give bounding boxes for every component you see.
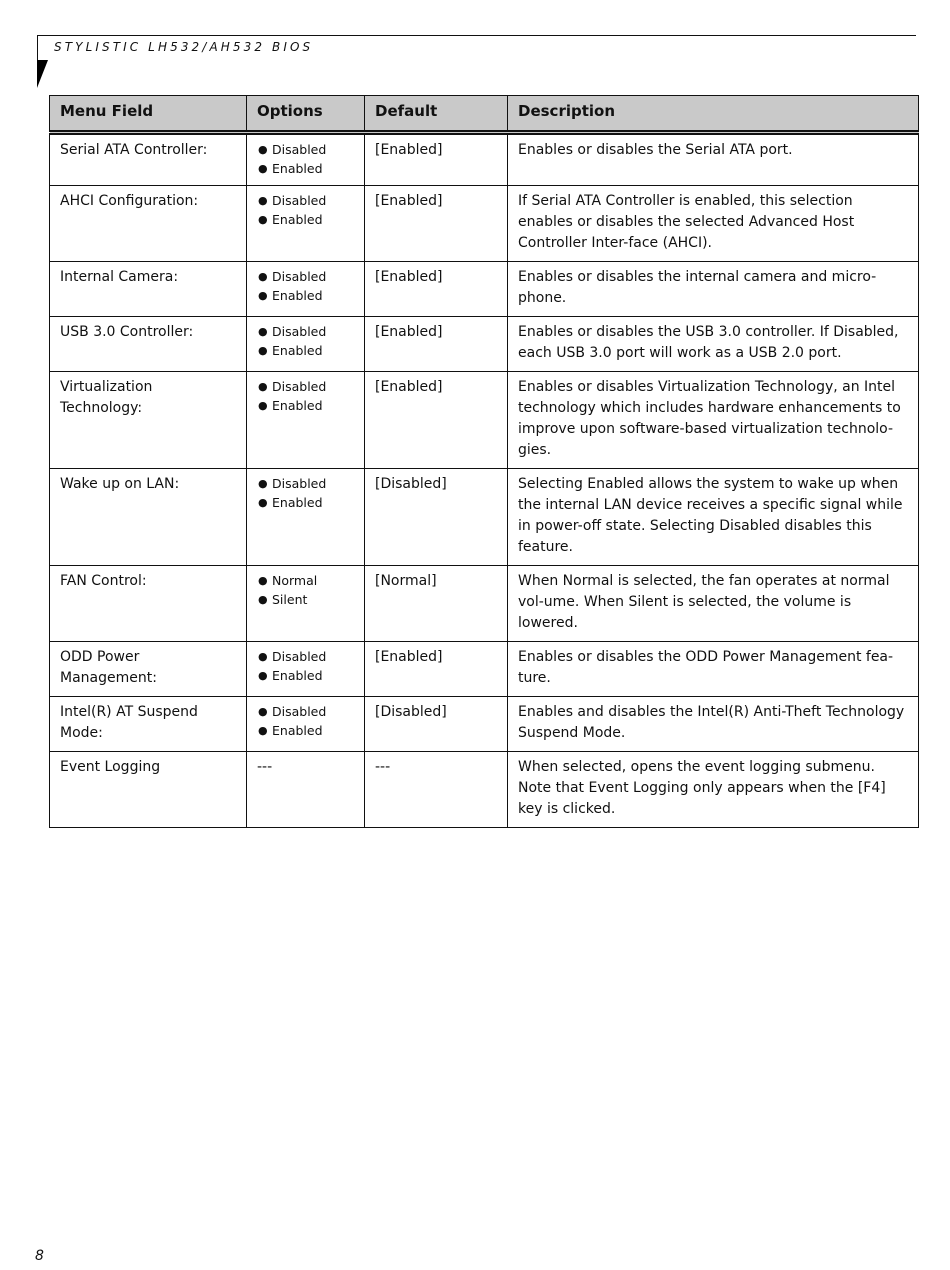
option-item	[257, 396, 354, 415]
table-row	[50, 566, 919, 642]
option-label: Disabled	[272, 379, 327, 394]
option-item	[257, 377, 354, 396]
menu-field-cell: Event Logging	[50, 752, 247, 828]
options-list	[257, 140, 354, 178]
default-cell: [Enabled]	[365, 133, 508, 186]
menu-field-cell: FAN Control:	[50, 566, 247, 642]
description-cell: Enables or disables the USB 3.0 controller. If Disabled, each USB 3.0 port will work as a USB 2.0 port.	[508, 317, 919, 372]
bullet-icon: ●	[258, 325, 268, 338]
options-cell	[247, 469, 365, 566]
option-item	[257, 267, 354, 286]
default-cell: [Enabled]	[365, 186, 508, 262]
menu-field-cell: AHCI Configuration:	[50, 186, 247, 262]
bullet-icon: ●	[258, 344, 268, 357]
option-label: Disabled	[272, 704, 327, 719]
bullet-icon: ●	[258, 650, 268, 663]
options-list	[257, 474, 354, 512]
option-item	[257, 666, 354, 685]
option-label: Disabled	[272, 324, 327, 339]
column-header-options: Options	[247, 96, 365, 133]
menu-field-cell: Wake up on LAN:	[50, 469, 247, 566]
column-header-default: Default	[365, 96, 508, 133]
option-item	[257, 210, 354, 229]
option-item	[257, 647, 354, 666]
header-corner-mark	[37, 60, 48, 88]
options-cell	[247, 642, 365, 697]
default-cell: [Enabled]	[365, 262, 508, 317]
table-row	[50, 317, 919, 372]
option-label: Normal	[272, 573, 318, 588]
bullet-icon: ●	[258, 593, 268, 606]
table-row	[50, 697, 919, 752]
options-cell	[247, 186, 365, 262]
menu-field-cell: USB 3.0 Controller:	[50, 317, 247, 372]
option-label: Enabled	[272, 212, 323, 227]
bullet-icon: ●	[258, 162, 268, 175]
table-row	[50, 262, 919, 317]
option-label: Disabled	[272, 649, 327, 664]
menu-field-cell: Virtualization Technology:	[50, 372, 247, 469]
option-label: Silent	[272, 592, 308, 607]
description-cell: Enables and disables the Intel(R) Anti-Theft Technology Suspend Mode.	[508, 697, 919, 752]
default-cell: [Enabled]	[365, 642, 508, 697]
bullet-icon: ●	[258, 380, 268, 393]
options-cell: ---	[247, 752, 365, 828]
option-item	[257, 159, 354, 178]
bullet-icon: ●	[258, 213, 268, 226]
bullet-icon: ●	[258, 496, 268, 509]
bullet-icon: ●	[258, 270, 268, 283]
default-cell: [Disabled]	[365, 469, 508, 566]
header-rule	[37, 35, 916, 36]
bullet-icon: ●	[258, 143, 268, 156]
description-cell: If Serial ATA Controller is enabled, this selection enables or disables the selected Advanced Host Controller Inter-face (AHCI).	[508, 186, 919, 262]
column-header-description: Description	[508, 96, 919, 133]
options-list	[257, 267, 354, 305]
header-left-rule	[37, 35, 38, 61]
table-header-row	[50, 96, 919, 133]
bullet-icon: ●	[258, 289, 268, 302]
description-cell: When selected, opens the event logging submenu. Note that Event Logging only appears when the [F4] key is clicked.	[508, 752, 919, 828]
bullet-icon: ●	[258, 399, 268, 412]
options-list	[257, 702, 354, 740]
options-cell	[247, 372, 365, 469]
option-item	[257, 341, 354, 360]
option-item	[257, 474, 354, 493]
menu-field-cell: Intel(R) AT Suspend Mode:	[50, 697, 247, 752]
description-cell: When Normal is selected, the fan operates at normal vol-ume. When Silent is selected, the volume is lowered.	[508, 566, 919, 642]
default-cell: [Disabled]	[365, 697, 508, 752]
default-cell: [Normal]	[365, 566, 508, 642]
option-item	[257, 702, 354, 721]
option-label: Enabled	[272, 398, 323, 413]
table-row	[50, 752, 919, 828]
option-label: Enabled	[272, 288, 323, 303]
description-cell: Enables or disables the ODD Power Management fea-ture.	[508, 642, 919, 697]
option-item	[257, 191, 354, 210]
bios-settings-table	[49, 95, 919, 828]
description-cell: Enables or disables Virtualization Technology, an Intel technology which includes hardware enhancements to improve upon software-based virtualization technolo-gies.	[508, 372, 919, 469]
options-list	[257, 571, 354, 609]
option-label: Enabled	[272, 668, 323, 683]
option-label: Disabled	[272, 476, 327, 491]
description-cell: Enables or disables the Serial ATA port.	[508, 133, 919, 186]
menu-field-cell: Serial ATA Controller:	[50, 133, 247, 186]
option-label: Enabled	[272, 495, 323, 510]
options-cell	[247, 262, 365, 317]
option-label: Disabled	[272, 269, 327, 284]
options-cell	[247, 566, 365, 642]
option-label: Enabled	[272, 343, 323, 358]
option-item	[257, 322, 354, 341]
column-header-menu-field: Menu Field	[50, 96, 247, 133]
bullet-icon: ●	[258, 705, 268, 718]
table-row	[50, 186, 919, 262]
menu-field-cell: Internal Camera:	[50, 262, 247, 317]
description-cell: Enables or disables the internal camera and micro-phone.	[508, 262, 919, 317]
page-number: 8	[35, 1248, 44, 1264]
default-cell: [Enabled]	[365, 317, 508, 372]
table-row	[50, 469, 919, 566]
default-cell: ---	[365, 752, 508, 828]
table-row	[50, 372, 919, 469]
running-header: STYLISTIC LH532/AH532 BIOS	[54, 40, 314, 54]
options-list	[257, 377, 354, 415]
options-list	[257, 191, 354, 229]
bullet-icon: ●	[258, 194, 268, 207]
bullet-icon: ●	[258, 669, 268, 682]
option-label: Disabled	[272, 142, 327, 157]
table-row	[50, 133, 919, 186]
option-item	[257, 571, 354, 590]
option-item	[257, 140, 354, 159]
menu-field-cell: ODD Power Management:	[50, 642, 247, 697]
option-item	[257, 721, 354, 740]
bullet-icon: ●	[258, 724, 268, 737]
option-item	[257, 286, 354, 305]
bullet-icon: ●	[258, 574, 268, 587]
default-cell: [Enabled]	[365, 372, 508, 469]
options-list	[257, 647, 354, 685]
option-item	[257, 590, 354, 609]
options-cell	[247, 697, 365, 752]
options-list	[257, 322, 354, 360]
table-row	[50, 642, 919, 697]
option-label: Enabled	[272, 723, 323, 738]
option-label: Enabled	[272, 161, 323, 176]
description-cell: Selecting Enabled allows the system to wake up when the internal LAN device receives a specific signal while in power-off state. Selecting Disabled disables this feature.	[508, 469, 919, 566]
options-cell	[247, 317, 365, 372]
options-cell	[247, 133, 365, 186]
option-item	[257, 493, 354, 512]
option-label: Disabled	[272, 193, 327, 208]
bullet-icon: ●	[258, 477, 268, 490]
